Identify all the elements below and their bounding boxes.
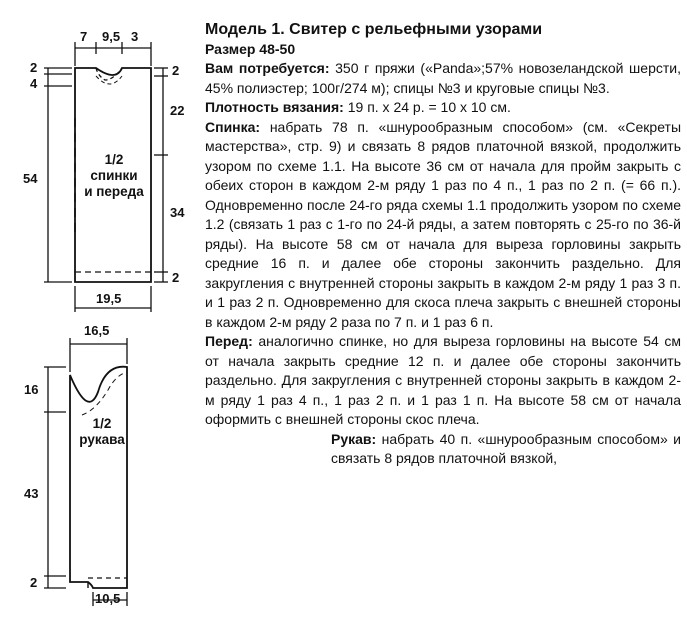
body-piece-label (82, 152, 146, 200)
front-neckline-dashed (96, 76, 122, 84)
body-dim-shoulder: 7 (80, 29, 88, 44)
body-dim-left-2: 4 (30, 76, 38, 91)
body-label-line-3: и переда (84, 184, 144, 199)
body-dim-armhole: 22 (170, 103, 185, 118)
sleeve-dim-cap: 16 (24, 382, 39, 397)
density-paragraph (205, 98, 681, 118)
body-label-line-1: 1/2 (104, 152, 124, 167)
density-label: Плотность вязания: (205, 99, 344, 115)
pattern-schematic (0, 0, 200, 639)
materials-label: Вам потребуется: (205, 60, 330, 76)
sleeve-label: Рукав: (331, 430, 377, 447)
sleeve-text: набрать 40 п. «шнурообразным способом» и связать 8 рядов платочной вязкой, (331, 430, 681, 466)
back-paragraph (205, 118, 681, 333)
body-dim-width: 19,5 (96, 291, 122, 306)
body-dim-right-1: 2 (172, 63, 180, 78)
body-label-line-2: спинки (90, 168, 138, 183)
materials-text: 350 г пряжи («Panda»;57% новозеландской шерсти, 45% полиэстер; 100г/274 м); спицы №3 и круговые спицы №3. (205, 60, 681, 96)
sleeve-dim-length: 43 (24, 486, 39, 501)
back-text: набрать 78 п. «шнурообразным способом» (см. «Секреты мастерства», стр. 9) и связать 8 рядов платочной вязкой, продолжить узором по схеме 1.1. На высоте 36 см от начала для пройм закрыть с обеих сторон в каждом 2-м ряду 1 раз по 4 п., 1 раз по 2 п. (= 66 п.). Одновременно после 24-го ряда схемы 1.1 продолжить узором по схеме 1.2 (связать 1 раз с 1-го по 24-й ряды, а затем повторять с 25-го по 36-й ряды). На высоте 58 см от начала для выреза горловины закрыть средние 16 п. и далее обе стороны закончить раздельно. Для закругления с внутренней стороны закрыть в каждом 2-м ряду 1 раз 3 п. и 1 раз 2 п. Одновременно для скоса плеча закрыть с внешней стороны в каждом 2-м ряду 2 раза по 7 п. и 1 раз 6 п. (205, 118, 682, 330)
pattern-instructions (205, 20, 681, 469)
back-label: Спинка: (205, 118, 261, 135)
body-dim-left-1: 2 (30, 60, 38, 75)
body-dim-rib: 2 (172, 270, 180, 285)
body-dim-length: 54 (23, 171, 38, 186)
sleeve-piece-label (76, 416, 128, 448)
sleeve-paragraph (205, 430, 681, 469)
body-dim-neck-half: 3 (131, 29, 139, 44)
front-text: аналогично спинке, но для выреза горловины на высоте 54 см от начала закрыть средние 12 п. и далее обе стороны закончить раздельно. Для закругления с внутренней стороны закрыть в каждом 2-м ряду 1 раз 4 п., 1 раз 2 п. и 1 раз 1 п. На высоте 58 см от начала оформить с внешней стороны скос плеча. (205, 333, 682, 427)
sleeve-label-line-2: рукава (79, 432, 125, 447)
front-label: Перед: (205, 333, 253, 349)
sleeve-dim-top: 16,5 (84, 323, 110, 338)
pattern-diagrams (0, 0, 200, 639)
sleeve-outline (70, 367, 127, 588)
sleeve-label-line-1: 1/2 (92, 416, 112, 431)
sleeve-dim-bottom: 10,5 (95, 591, 121, 606)
sleeve-dim-rib: 2 (30, 575, 38, 590)
size-line: Размер 48-50 (205, 41, 296, 57)
body-dim-neck: 9,5 (102, 29, 121, 44)
density-text: 19 п. х 24 р. = 10 х 10 см. (347, 99, 511, 115)
front-paragraph (205, 332, 681, 430)
materials-paragraph (205, 59, 681, 98)
body-dim-side: 34 (170, 205, 185, 220)
article-title: Модель 1. Свитер с рельефными узорами (205, 21, 543, 38)
